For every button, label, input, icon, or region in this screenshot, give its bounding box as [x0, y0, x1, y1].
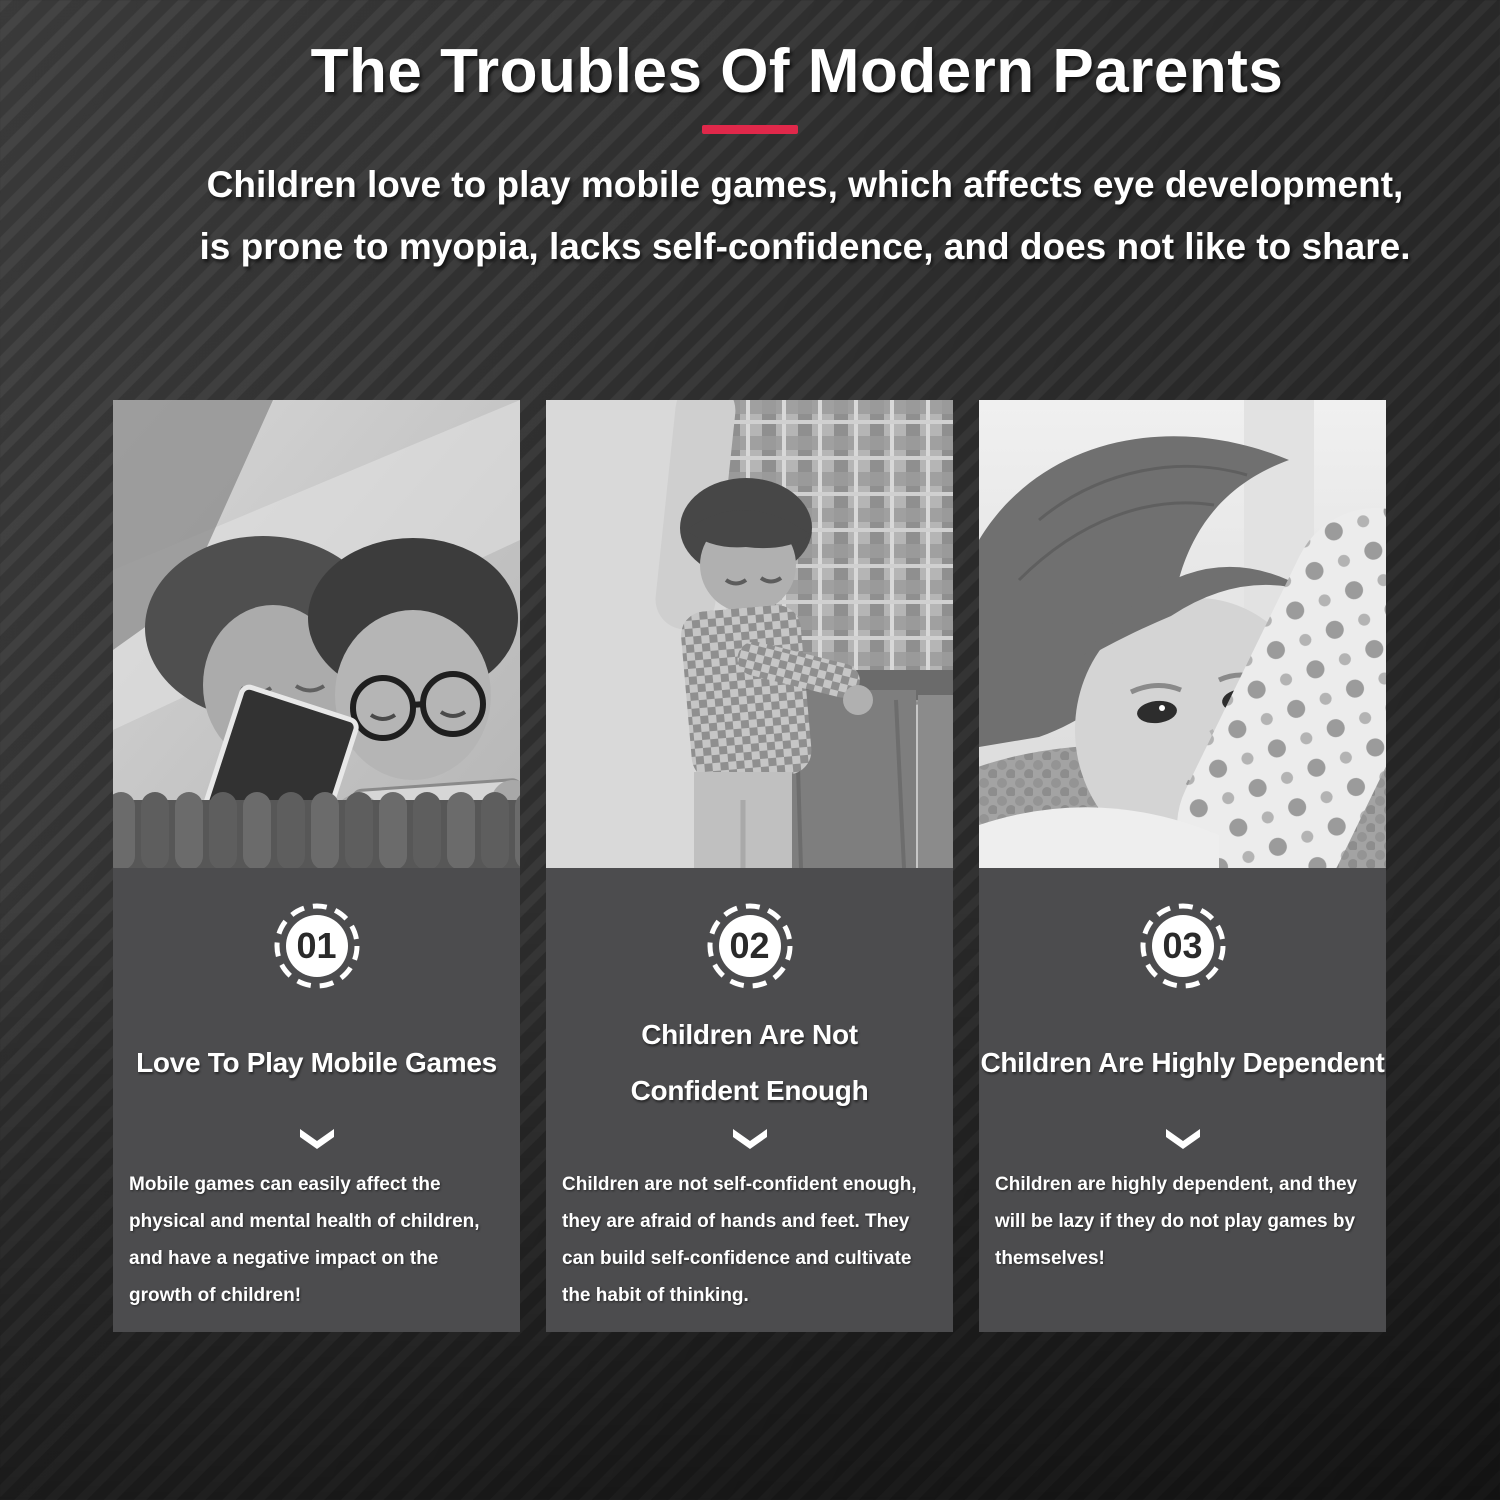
subtitle-line-2: is prone to myopia, lacks self-confidence, and does not like to share.: [199, 226, 1411, 267]
column-heading: Love To Play Mobile Games: [136, 1047, 497, 1078]
column-body: Children are not self-confident enough, they are afraid of hands and feet. They can build self-confidence and cultivate the habit of thinking.: [562, 1174, 917, 1306]
chevron-down-icon: [1165, 1128, 1201, 1150]
chevron-down-icon: [732, 1128, 768, 1150]
shy-boy-clinging-to-parent-leg-photo: [546, 400, 953, 868]
number-badge-2: [706, 902, 794, 990]
chevron-down-icon: [299, 1128, 335, 1150]
info-panel-1: [113, 868, 520, 1332]
column-mobile-games: [113, 400, 520, 1332]
poster-header: [0, 0, 1500, 278]
column-body: Children are highly dependent, and they will be lazy if they do not play games by themselves!: [995, 1174, 1358, 1269]
girl-resting-on-pillow-image: [979, 400, 1386, 868]
number-badge-3: [1139, 902, 1227, 990]
kids-playing-mobile-games-photo: [113, 400, 520, 868]
columns-section: [113, 400, 1386, 1332]
info-panel-2: [546, 868, 953, 1332]
column-heading: Children Are Not Confident Enough: [630, 1019, 869, 1106]
column-not-confident: [546, 400, 953, 1332]
column-heading: Children Are Highly Dependent: [980, 1047, 1385, 1078]
number-badge-1: [273, 902, 361, 990]
shy-boy-clinging-to-parent-leg-image: [546, 400, 953, 868]
column-body: Mobile games can easily affect the physical and mental health of children, and have a negative impact on the growth of children!: [129, 1174, 480, 1306]
badge-number: 02: [729, 925, 770, 966]
title-divider: [702, 125, 798, 134]
badge-number: 03: [1162, 925, 1203, 966]
kids-playing-mobile-games-image: [113, 400, 520, 868]
subtitle-line-1: Children love to play mobile games, which affects eye development,: [206, 164, 1404, 205]
subtitle: [55, 154, 1500, 278]
badge-number: 01: [296, 925, 337, 966]
page-title: The Troubles Of Modern Parents: [310, 37, 1284, 106]
column-highly-dependent: [979, 400, 1386, 1332]
info-panel-3: [979, 868, 1386, 1332]
girl-resting-on-pillow-photo: [979, 400, 1386, 868]
